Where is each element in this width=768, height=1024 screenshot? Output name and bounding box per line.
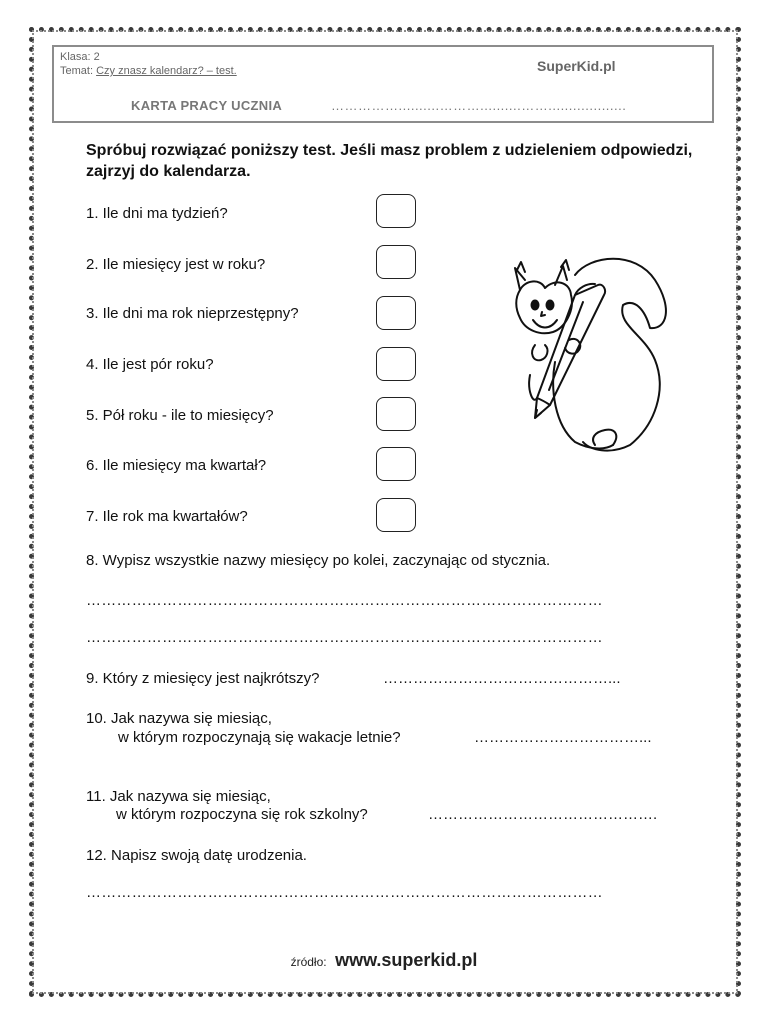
answer-box-4[interactable] <box>376 347 416 381</box>
answer-box-2[interactable] <box>376 245 416 279</box>
class-label: Klasa: 2 <box>60 51 100 63</box>
answer-line-12[interactable]: ………………………………………………………………………………………… <box>86 884 603 901</box>
question-4: 4. Ile jest pór roku? <box>86 356 214 373</box>
answer-line-10[interactable]: ……………………………... <box>474 729 652 746</box>
question-11-line2: w którym rozpoczyna się rok szkolny? <box>116 806 368 823</box>
site-name: SuperKid.pl <box>537 58 616 74</box>
question-2: 2. Ile miesięcy jest w roku? <box>86 256 266 273</box>
answer-line-8a[interactable]: ………………………………………………………………………………………… <box>86 592 603 609</box>
squirrel-with-pencil-illustration <box>495 250 675 455</box>
source-label: źródło: <box>290 955 327 969</box>
question-8: 8. Wypisz wszystkie nazwy miesięcy po kolei, zaczynając od stycznia. <box>86 552 551 569</box>
question-12: 12. Napisz swoją datę urodzenia. <box>86 847 307 864</box>
topic-label <box>60 65 237 77</box>
question-5: 5. Pół roku - ile to miesięcy? <box>86 407 274 424</box>
question-1: 1. Ile dni ma tydzień? <box>86 205 228 222</box>
answer-line-9[interactable]: ………………………………………... <box>383 670 621 687</box>
question-9: 9. Który z miesięcy jest najkrótszy? <box>86 670 320 687</box>
question-7: 7. Ile rok ma kwartałów? <box>86 508 248 525</box>
question-11-line1: 11. Jak nazywa się miesiąc, <box>86 788 271 805</box>
question-10-line1: 10. Jak nazywa się miesiąc, <box>86 710 272 727</box>
instructions: Spróbuj rozwiązać poniższy test. Jeśli masz problem z udzieleniem odpowiedzi, zajrzyj do kalendarza. <box>86 142 693 180</box>
answer-box-3[interactable] <box>376 296 416 330</box>
question-10-line2: w którym rozpoczynają się wakacje letnie? <box>118 729 401 746</box>
answer-box-1[interactable] <box>376 194 416 228</box>
answer-box-7[interactable] <box>376 498 416 532</box>
topic-prefix: Temat: <box>60 65 94 77</box>
source-url[interactable]: www.superkid.pl <box>335 950 478 970</box>
answer-line-11[interactable]: ………………………………………. <box>428 806 658 823</box>
student-name-line[interactable]: ……………..........………..........……................... <box>331 98 627 113</box>
footer-source <box>0 950 768 971</box>
worksheet-title: KARTA PRACY UCZNIA <box>131 98 283 113</box>
question-3: 3. Ile dni ma rok nieprzestępny? <box>86 305 299 322</box>
topic-value: Czy znasz kalendarz? – test. <box>96 65 237 77</box>
question-6: 6. Ile miesięcy ma kwartał? <box>86 457 267 474</box>
answer-box-5[interactable] <box>376 397 416 431</box>
answer-box-6[interactable] <box>376 447 416 481</box>
answer-line-8b[interactable]: ………………………………………………………………………………………… <box>86 629 603 646</box>
